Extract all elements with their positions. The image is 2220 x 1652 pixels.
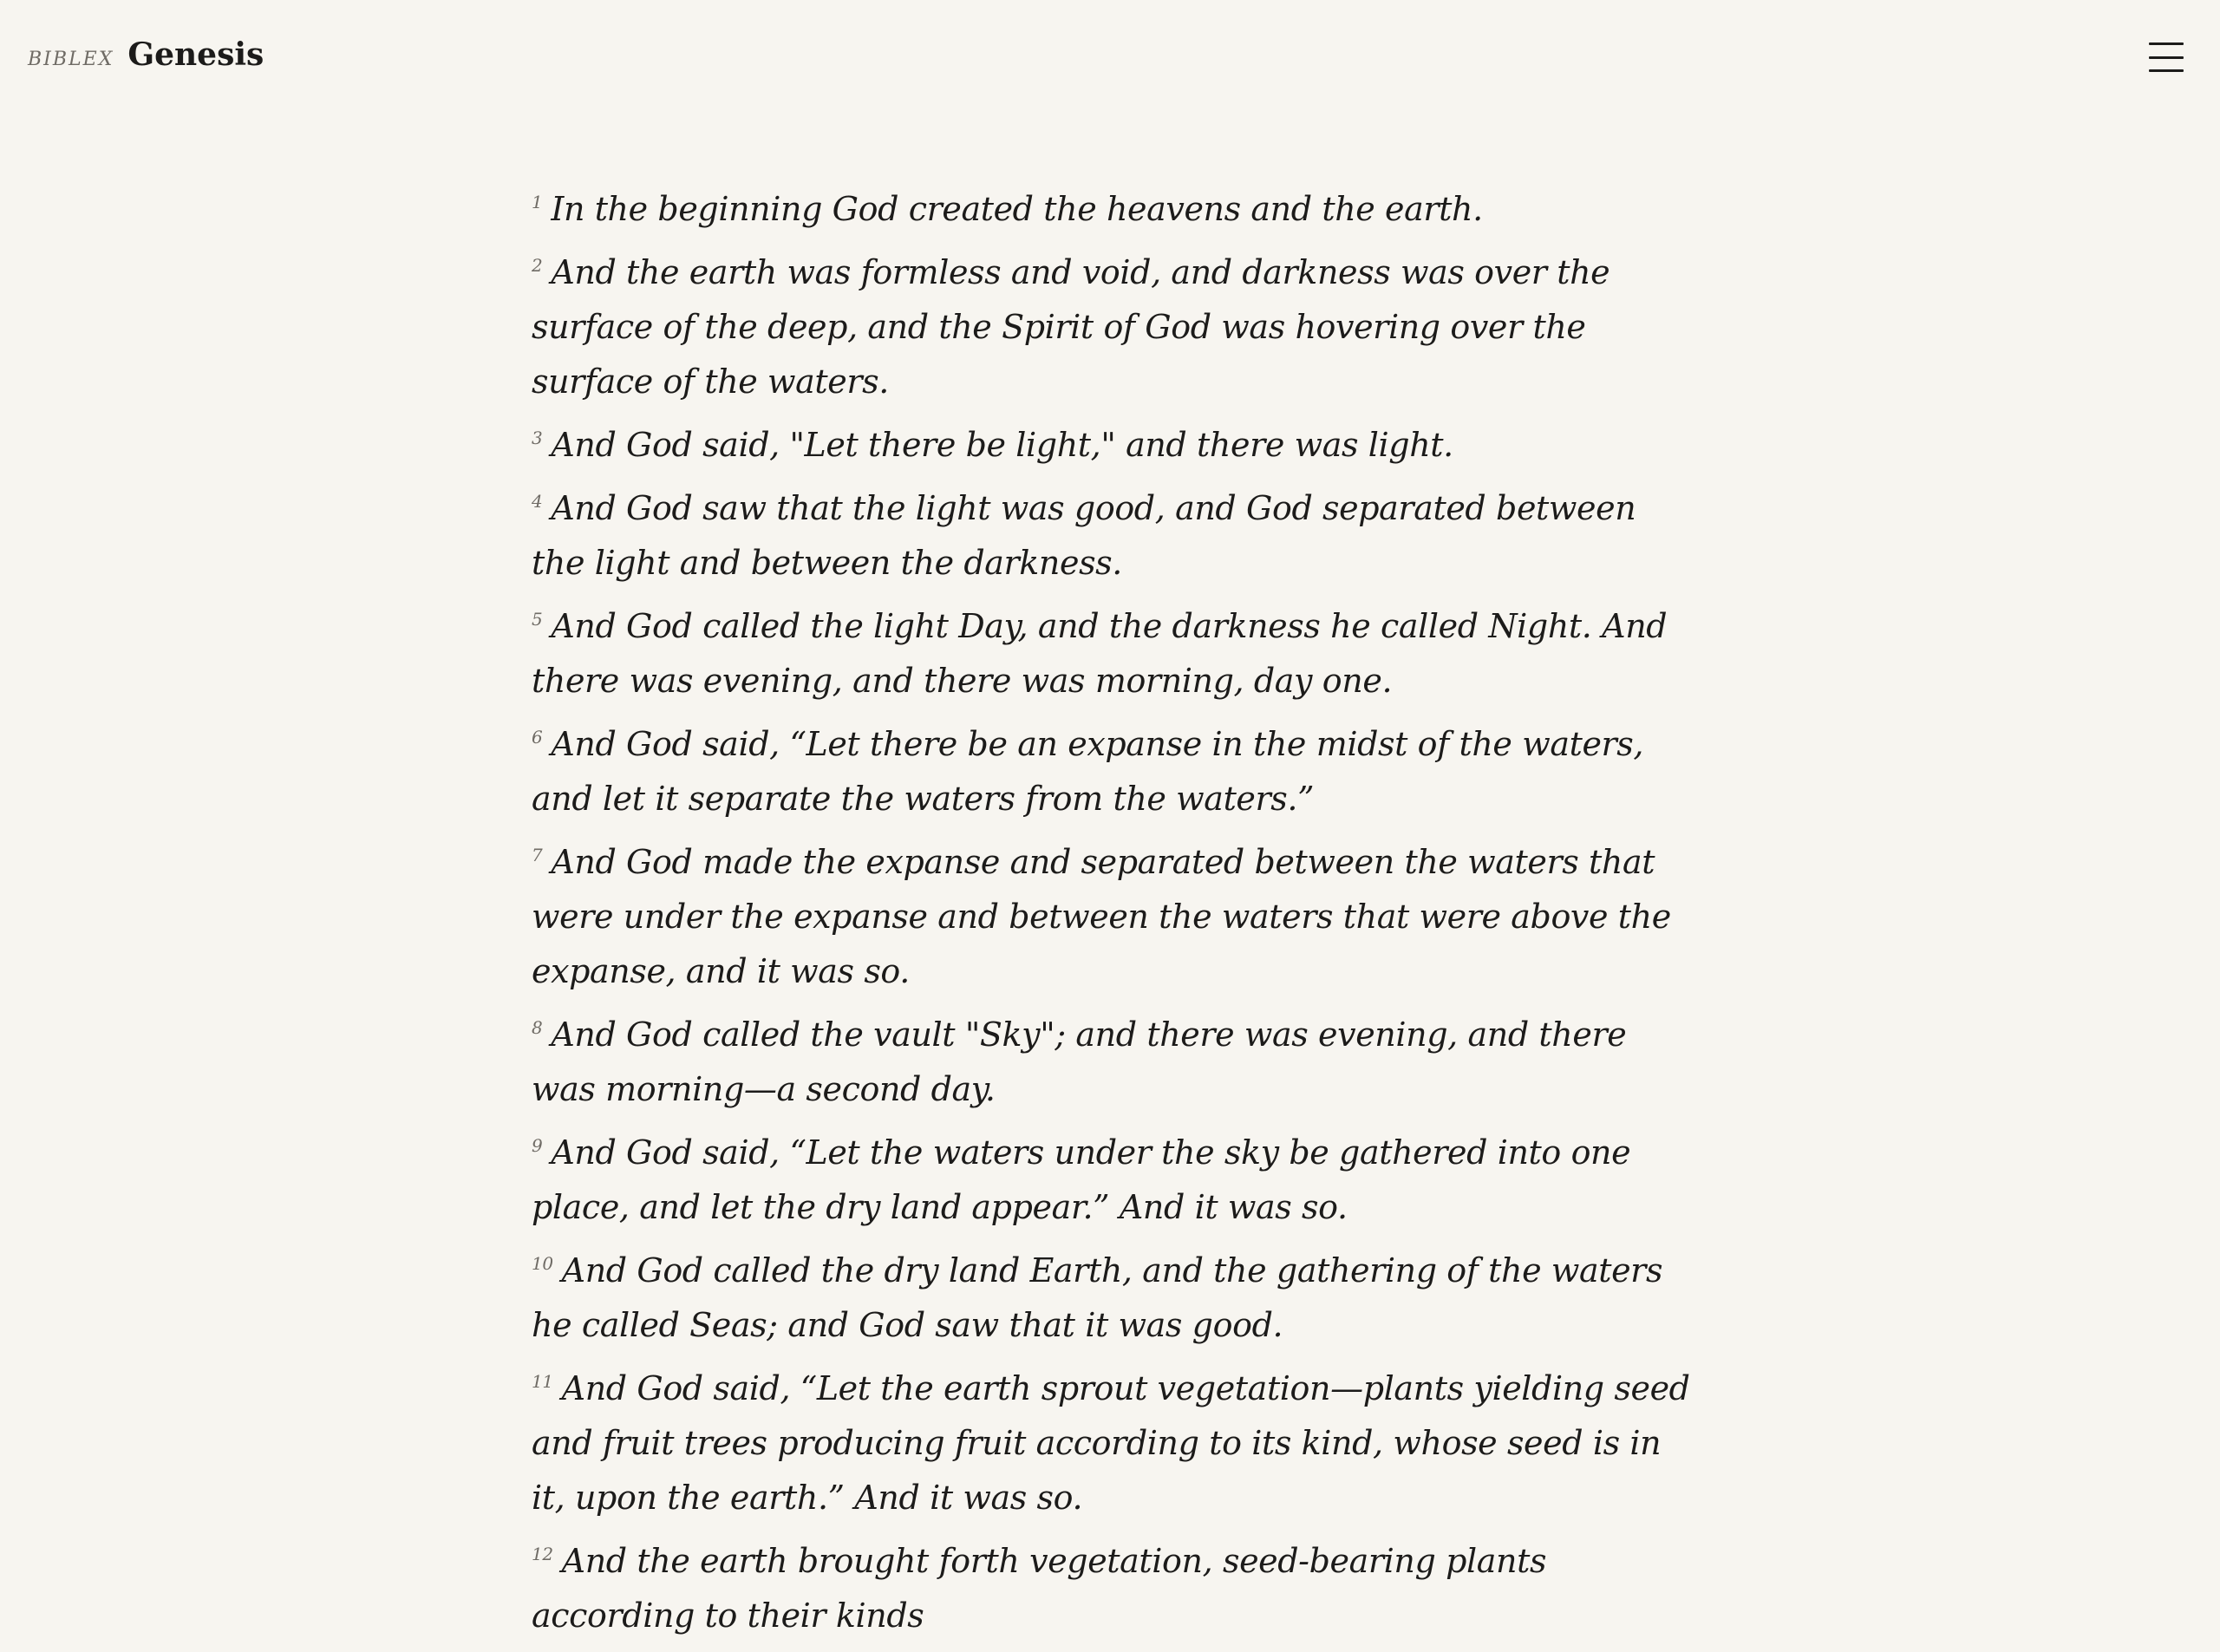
brand[interactable]: [28, 36, 264, 73]
verse-text: And God said, “Let the waters under the sky be gathered into one place, and let the dry land appear.” And it was so.: [532, 1133, 1631, 1226]
verse[interactable]: [532, 418, 1694, 473]
verse-number: 1: [532, 192, 543, 213]
verse-number: 7: [532, 845, 543, 866]
verse-text: And the earth was formless and void, and darkness was over the surface of the deep, and the Spirit of God was hovering over the surface of the waters.: [532, 253, 1610, 401]
app-header: [0, 0, 2220, 113]
hamburger-menu-icon[interactable]: [2147, 40, 2185, 75]
verse-text: In the beginning God created the heavens and the earth.: [551, 190, 1483, 228]
verse-number: 9: [532, 1135, 543, 1157]
verse[interactable]: [532, 245, 1694, 409]
verse[interactable]: [532, 717, 1694, 826]
verse[interactable]: [532, 1008, 1694, 1117]
verse[interactable]: [532, 599, 1694, 708]
book-title: Genesis: [127, 36, 264, 73]
menu-line: [2149, 69, 2184, 72]
verse-text: And God said, "Let there be light," and there was light.: [551, 426, 1453, 464]
verse-text: And God made the expanse and separated between the waters that were under the expanse and between the waters that were above the expanse, and it was so.: [532, 843, 1671, 990]
verse[interactable]: [532, 1126, 1694, 1235]
verse-number: 11: [532, 1371, 553, 1393]
verse-number: 4: [532, 491, 543, 513]
verse[interactable]: [532, 1244, 1694, 1353]
verse-text: And God saw that the light was good, and God separated between the light and between the darkness.: [532, 489, 1636, 582]
verse-number: 8: [532, 1017, 543, 1039]
verse[interactable]: [532, 835, 1694, 999]
verse-number: 3: [532, 428, 543, 449]
verse-number: 10: [532, 1253, 553, 1275]
verse[interactable]: [532, 1534, 1694, 1643]
verse-text: And God said, “Let the earth sprout vegetation—plants yielding seed and fruit trees producing fruit according to its kind, whose seed is in it, upon the earth.” And it was so.: [532, 1369, 1690, 1517]
verse[interactable]: [532, 1361, 1694, 1525]
chapter-text: [532, 182, 1694, 1652]
verse-text: And God called the light Day, and the darkness he called Night. And there was evening, and there was morning, day one.: [532, 607, 1668, 700]
verse-text: And the earth brought forth vegetation, seed-bearing plants according to their kinds: [532, 1542, 1547, 1635]
verse-number: 6: [532, 727, 543, 748]
verse[interactable]: [532, 182, 1694, 237]
verse-number: 2: [532, 255, 543, 277]
brand-logo-text: BIBLEX: [28, 49, 114, 70]
verse-text: And God called the vault "Sky"; and there was evening, and there was morning—a second day.: [532, 1015, 1627, 1108]
verse[interactable]: [532, 481, 1694, 591]
verse-text: And God said, “Let there be an expanse in the midst of the waters, and let it separate the waters from the waters.”: [532, 725, 1644, 818]
menu-line: [2149, 42, 2184, 45]
verse-number: 12: [532, 1544, 553, 1565]
menu-line: [2149, 56, 2184, 59]
verse-number: 5: [532, 609, 543, 630]
verse-text: And God called the dry land Earth, and the gathering of the waters he called Seas; and God saw that it was good.: [532, 1251, 1663, 1344]
